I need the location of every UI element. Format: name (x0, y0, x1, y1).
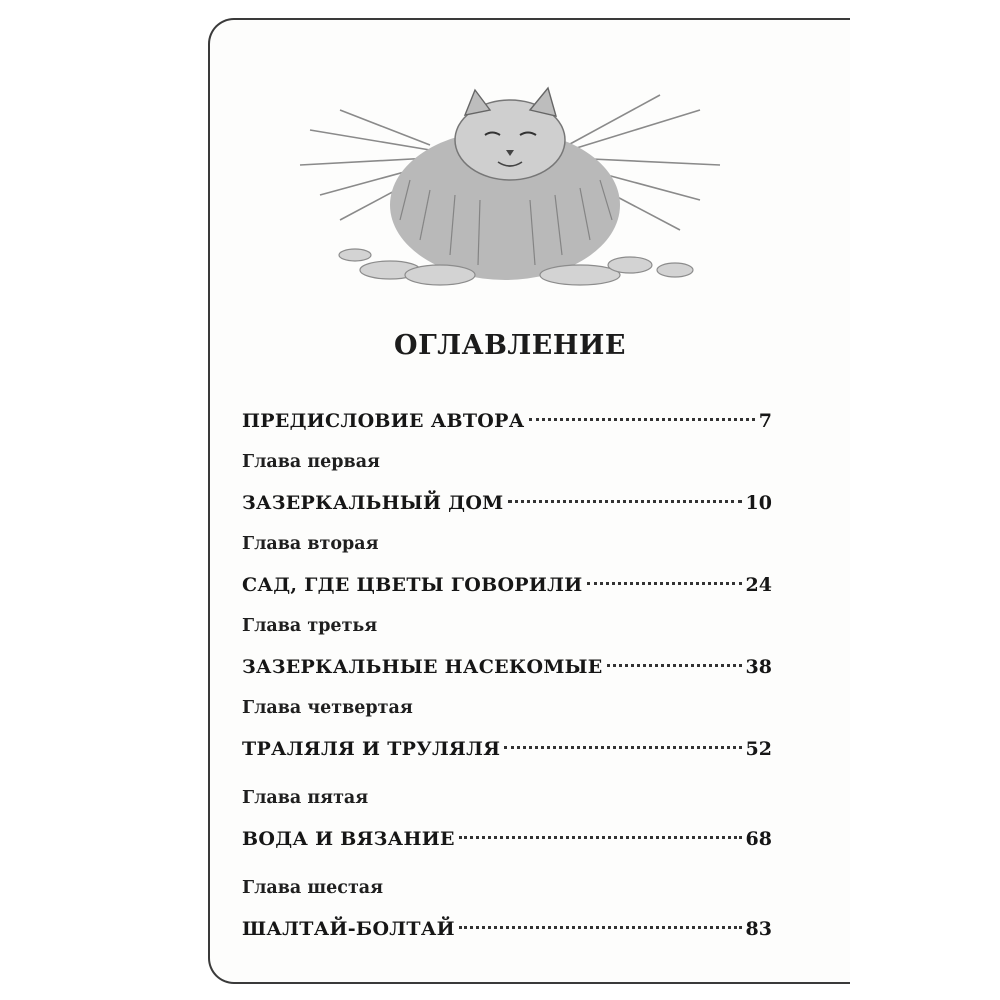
toc-row (242, 395, 772, 447)
chapter-title: ВОДА И ВЯЗАНИЕ (242, 828, 455, 850)
toc-entries (242, 395, 772, 955)
chapter-title: САД, ГДЕ ЦВЕТЫ ГОВОРИЛИ (242, 574, 583, 596)
chapter-label: Глава шестая (242, 878, 384, 898)
page-number: 68 (745, 828, 772, 850)
toc-entry-chapter-6 (242, 873, 772, 955)
toc-row (242, 559, 772, 611)
chapter-label: Глава третья (242, 616, 378, 636)
toc-entry-chapter-4 (242, 693, 772, 775)
toc-entry-chapter-2 (242, 529, 772, 611)
chapter-title: ПРЕДИСЛОВИЕ АВТОРА (242, 410, 525, 432)
dot-leader (587, 582, 742, 585)
toc-entry-chapter-1 (242, 447, 772, 529)
page-number: 52 (745, 738, 772, 760)
page-number: 24 (745, 574, 772, 596)
chapter-label: Глава четвертая (242, 698, 413, 718)
toc-entry-chapter-5 (242, 783, 772, 865)
dot-leader (607, 664, 742, 667)
chapter-title: ЗАЗЕРКАЛЬНЫЙ ДОМ (242, 492, 504, 514)
chapter-title: ЗАЗЕРКАЛЬНЫЕ НАСЕКОМЫЕ (242, 656, 603, 678)
dot-leader (459, 836, 742, 839)
cat-illustration (280, 70, 740, 300)
page-number: 38 (745, 656, 772, 678)
page-number: 7 (758, 410, 772, 432)
page-number: 10 (745, 492, 772, 514)
toc-title: ОГЛАВЛЕНИЕ (394, 330, 626, 361)
toc-row (242, 477, 772, 529)
chapter-label: Глава пятая (242, 788, 369, 808)
spacer (242, 775, 772, 783)
dot-leader (508, 500, 742, 503)
chapter-label: Глава вторая (242, 534, 379, 554)
toc-row (242, 903, 772, 955)
toc-entry-chapter-3 (242, 611, 772, 693)
book-page (208, 18, 850, 984)
toc-row (242, 641, 772, 693)
chapter-label: Глава первая (242, 452, 380, 472)
dot-leader (504, 746, 741, 749)
chapter-title: ТРАЛЯЛЯ И ТРУЛЯЛЯ (242, 738, 501, 760)
chapter-title: ШАЛТАЙ-БОЛТАЙ (242, 918, 455, 940)
dot-leader (459, 926, 742, 929)
toc-entry-preface (242, 395, 772, 447)
page-number: 83 (745, 918, 772, 940)
spacer (242, 865, 772, 873)
toc-row (242, 813, 772, 865)
dot-leader (529, 418, 755, 421)
toc-row (242, 723, 772, 775)
